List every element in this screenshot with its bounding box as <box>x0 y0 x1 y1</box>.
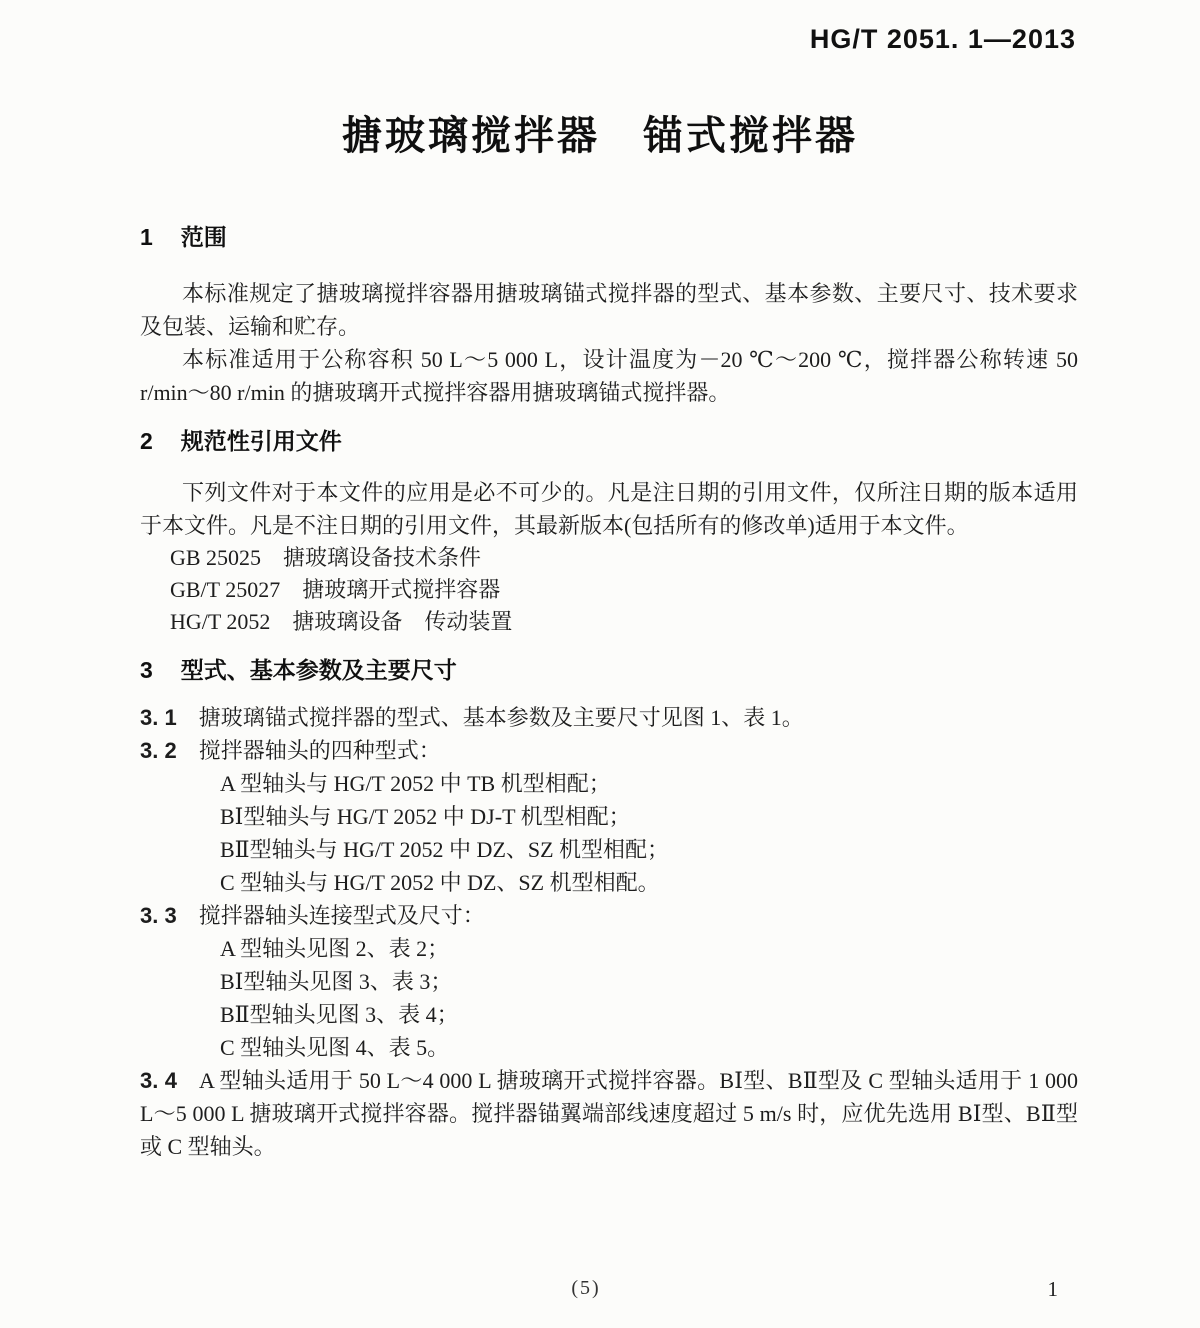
reference-item: GB 25025 搪玻璃设备技术条件 <box>170 545 482 570</box>
paragraph: 本标准规定了搪玻璃搅拌容器用搪玻璃锚式搅拌器的型式、基本参数、主要尺寸、技术要求及包装、运输和贮存。 <box>140 281 1078 339</box>
list-item: BⅠ型轴头与 HG/T 2052 中 DJ-T 机型相配； <box>220 804 631 829</box>
list-item: C 型轴头与 HG/T 2052 中 DZ、SZ 机型相配。 <box>220 870 660 895</box>
clause-text: 搅拌器轴头的四种型式： <box>198 738 441 763</box>
clause-text: 搪玻璃锚式搅拌器的型式、基本参数及主要尺寸见图 1、表 1。 <box>198 705 804 730</box>
document-body <box>140 222 1078 1163</box>
list-item: A 型轴头见图 2、表 2； <box>220 936 450 961</box>
clause-text: A 型轴头适用于 50 L～4 000 L 搪玻璃开式搅拌容器。BⅠ型、BⅡ型及 C 型轴头适用于 1 000 L～5 000 L 搪玻璃开式搅拌容器。搅拌器锚翼端部线速度超过 5 m/s 时，应优先选用 BⅠ型、BⅡ型或 C 型轴头。 <box>140 1068 1078 1159</box>
section-number: 3 <box>140 657 153 683</box>
paragraph: 下列文件对于本文件的应用是必不可少的。凡是注日期的引用文件，仅所注日期的版本适用于本文件。凡是不注日期的引用文件，其最新版本(包括所有的修改单)适用于本文件。 <box>140 480 1078 538</box>
clause-number: 3. 3 <box>140 903 177 928</box>
clause-number: 3. 2 <box>140 738 177 763</box>
list-item: BⅠ型轴头见图 3、表 3； <box>220 969 453 994</box>
section-number: 2 <box>140 428 153 454</box>
clause-3-2 <box>140 734 1078 767</box>
section-title: 规范性引用文件 <box>180 428 342 454</box>
section-number: 1 <box>140 224 153 250</box>
reference-item: GB/T 25027 搪玻璃开式搅拌容器 <box>170 577 501 602</box>
clause-3-3 <box>140 899 1078 932</box>
section-title: 范围 <box>180 224 227 250</box>
clause-3-1 <box>140 701 1078 734</box>
clause-number: 3. 1 <box>140 705 177 730</box>
list-item: BⅡ型轴头与 HG/T 2052 中 DZ、SZ 机型相配； <box>220 837 670 862</box>
clause-text: 搅拌器轴头连接型式及尺寸： <box>198 903 485 928</box>
list-item: C 型轴头见图 4、表 5。 <box>220 1035 450 1060</box>
paragraph: 本标准适用于公称容积 50 L～5 000 L，设计温度为－20 ℃～200 ℃，搅拌器公称转速 50 r/min～80 r/min 的搪玻璃开式搅拌容器用搪玻璃锚式搅拌器。 <box>140 347 1078 405</box>
section-heading-normative-references <box>140 426 1078 456</box>
section-heading-types-parameters <box>140 655 1078 685</box>
list-item: BⅡ型轴头见图 3、表 4； <box>220 1002 459 1027</box>
document-title: 搪玻璃搅拌器 锚式搅拌器 <box>342 114 858 158</box>
page-number: 1 <box>1047 1277 1058 1301</box>
clause-3-4 <box>140 1064 1078 1163</box>
clause-number: 3. 4 <box>140 1068 177 1093</box>
list-item: A 型轴头与 HG/T 2052 中 TB 机型相配； <box>220 771 611 796</box>
standard-number: HG/T 2051. 1—2013 <box>809 24 1076 54</box>
reference-item: HG/T 2052 搪玻璃设备 传动装置 <box>170 609 513 634</box>
section-heading-scope <box>140 222 1078 252</box>
section-title: 型式、基本参数及主要尺寸 <box>180 657 457 683</box>
folio-number: (5) <box>571 1277 601 1299</box>
